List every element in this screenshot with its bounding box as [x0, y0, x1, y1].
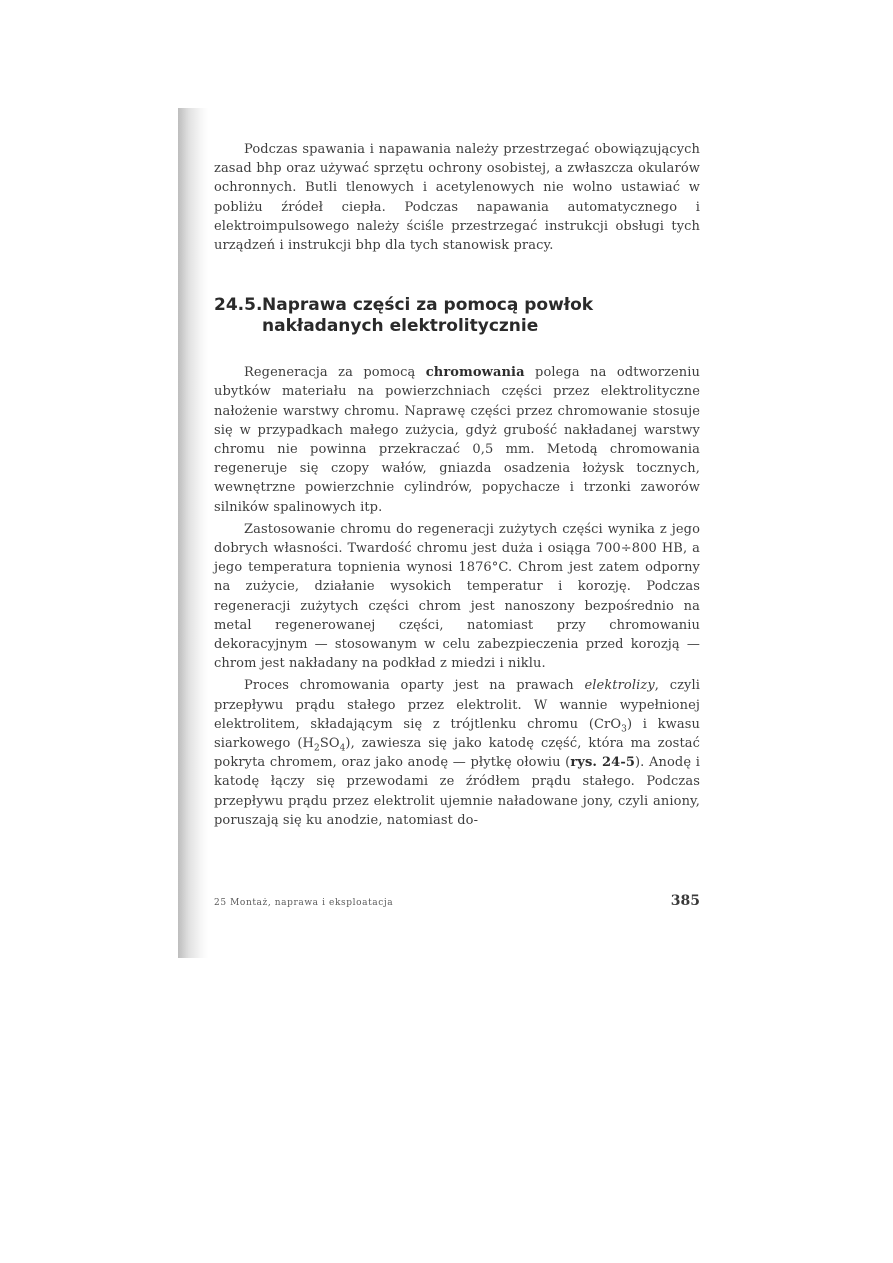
text-run: Regeneracja za pomocą — [244, 365, 426, 381]
binding-shadow — [178, 108, 208, 958]
text-run: Proces chromowania oparty jest na prawach — [244, 678, 585, 694]
text-run: ). Anodę i katodę łączy się przewodami ze źródłem prądu stałego. Podczas przepływu prądu przez elektrolit ujemnie naładowane jony, czyli aniony, poruszają się ku anodzie, natomiast do- — [214, 755, 700, 828]
section-number: 24.5. — [214, 295, 263, 316]
section-heading — [214, 295, 700, 337]
italic-term: elektrolizy — [584, 678, 655, 694]
subscript: 2 — [313, 743, 320, 754]
figure-reference: rys. 24-5 — [570, 755, 635, 771]
page-content — [214, 140, 700, 830]
text-run: ), zawiesza się jako katodę część, która ma zostać pokryta chromem, oraz jako anodę — płytkę ołowiu ( — [214, 736, 701, 771]
paragraph-elektroliza — [214, 676, 700, 830]
subscript: 3 — [621, 724, 627, 735]
paragraph-bhp: Podczas spawania i napawania należy przestrzegać obowiązujących zasad bhp oraz używać sprzętu ochrony osobistej, a zwłaszcza okularów ochronnych. Butli tlenowych i acetylenowych nie wolno ustawiać w pobliżu źródeł ciepła. Podczas napawania automatycznego i elektroimpulsowego należy ściśle przestrzegać instrukcji obsługi tych urządzeń i instrukcji bhp dla tych stanowisk pracy. — [214, 142, 700, 254]
paragraph-wlasnosci: Zastosowanie chromu do regeneracji zużytych części wynika z jego dobrych własności. Twardość chromu jest duża i osiąga 700÷800 HB, a jego temperatura topnienia wynosi 1876°C. Chrom jest zatem odporny na zużycie, działanie wysokich temperatur i korozję. Podczas regeneracji zużytych części chrom jest nanoszony bezpośrednio na metal regenerowanej części, natomiast przy chromowaniu dekoracyjnym — stosowanym w celu zabezpieczenia przed korozją — chrom jest nakładany na podkład z miedzi i niklu. — [214, 521, 700, 672]
section-title: Naprawa części za pomocą powłok nakładanych elektrolitycznie — [262, 295, 594, 337]
page-footer — [214, 893, 700, 909]
subscript: 4 — [339, 743, 346, 754]
printer-signature: 25 Montaż, naprawa i eksploatacja — [214, 898, 394, 908]
page-number: 385 — [670, 893, 700, 909]
text-run: polega na odtworzeniu ubytków materiału na powierzchniach części przez elektrolityczne nałożenie warstwy chromu. Naprawę części przez chromowanie stosuje się w przypadkach małego zużycia, gdyż grubość nakładanej warstwy chromu nie powinna przekraczać 0,5 mm. Metodą chromowania regeneruje się czopy wałów, gniazda osadzenia łożysk tocznych, wewnętrzne powierzchnie cylindrów, popychacze i trzonki zaworów silników spalinowych itp. — [214, 365, 700, 515]
text-run: , czyli przepływu prądu stałego przez elektrolit. W wannie wypełnionej elektrolitem, składającym się z trójtlenku chromu (CrO — [214, 678, 700, 732]
text-run: SO — [319, 736, 340, 752]
bold-term: chromowania — [425, 365, 525, 381]
text-run: ) i kwasu siarkowego (H — [214, 716, 700, 752]
paragraph-chromowanie — [214, 363, 700, 517]
